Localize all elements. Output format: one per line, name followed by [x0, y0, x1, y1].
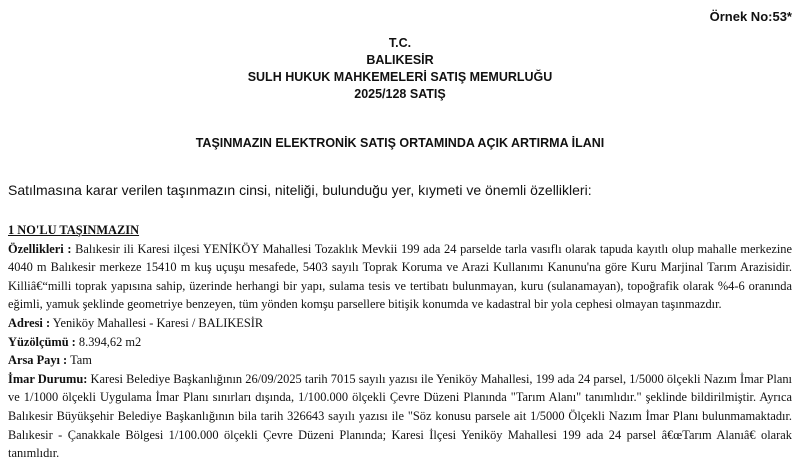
property-area	[8, 333, 792, 352]
area-value: 8.394,62 m2	[75, 334, 142, 349]
notice-title: TAŞINMAZIN ELEKTRONİK SATIŞ ORTAMINDA AÇIK ARTIRMA İLANI	[195, 136, 605, 150]
header-case-number: 2025/128 SATIŞ	[354, 87, 446, 101]
property-land-share	[8, 351, 792, 370]
document-header	[0, 35, 800, 103]
sample-number: Örnek No:53*	[709, 9, 792, 24]
intro-text: Satılmasına karar verilen taşınmazın cinsi, niteliği, bulunduğu yer, kıymeti ve önemli özellikleri:	[8, 182, 592, 198]
header-office: SULH HUKUK MAHKEMELERİ SATIŞ MEMURLUĞU	[247, 70, 553, 84]
features-label: Özellikleri :	[8, 241, 72, 256]
address-label: Adresi :	[8, 315, 51, 330]
property-features	[8, 240, 792, 314]
property-address	[8, 314, 792, 333]
land-share-label: Arsa Payı :	[8, 353, 68, 368]
address-value: Yeniköy Mahallesi - Karesi / BALIKESİR	[50, 315, 264, 330]
area-label: Yüzölçümü :	[8, 334, 76, 349]
property-heading: 1 NO'LU TAŞINMAZIN	[8, 223, 140, 237]
features-value: Balıkesir ili Karesi ilçesi YENİKÖY Mahallesi Tozaklık Mevkii 199 ada 24 parselde tarla vasıflı olarak tapuda kayıtlı olup mahalle merkezine 4040 m Balıkesir merkeze 15410 m kuş uçuşu mesafede, 5403 sayılı Toprak Koruma ve Arazi Kullanımı Kanunu'na göre Kuru Marjinal Tarım Arazisidir. Killiâ€“milli toprak yapısına sahip, üzerinde herhangi bir yapı, sulama tesis ve tertibatı bulunmayan, kuru (sulanamayan), topoğrafik olarak %4-6 oranında eğimli, yamuk şeklinde geometriye benzeyen, tüm yönden komşu parsellere bitişik konumda ve kadastral bir yola cephesi olmayan taşınmazdır.	[8, 241, 792, 312]
header-country: T.C.	[388, 36, 412, 50]
zoning-label: İmar Durumu:	[8, 371, 88, 386]
property-zoning	[8, 370, 792, 463]
header-city: BALIKESİR	[366, 53, 434, 67]
land-share-value: Tam	[67, 353, 92, 368]
property-section	[8, 221, 792, 463]
zoning-value: Karesi Belediye Başkanlığının 26/09/2025 tarih 7015 sayılı yazısı ile Yeniköy Mahallesi, 199 ada 24 parsel, 1/5000 ölçekli Nazım İmar Planı ve 1/1000 ölçekli Uygulama İmar Planı sınırları dışında, 1/100.000 ölçekli Çevre Düzeni Planında "Tarım Alanı" tanımlıdır." şeklinde bildirilmiştir. Ayrıca Balıkesir Büyükşehir Belediye Başkanlığının bila tarih 326643 sayılı yazısı ile "Söz konusu parsele ait 1/5000 Ölçekli Nazım İmar Planı bulunmamaktadır. Balıkesir - Çanakkale Bölgesi 1/100.000 ölçekli Çevre Düzeni Planında; Karesi İlçesi Yeniköy Mahallesi 199 ada 24 parsel â€œTarım Alanıâ€ olarak tanımlıdır.	[8, 371, 793, 461]
